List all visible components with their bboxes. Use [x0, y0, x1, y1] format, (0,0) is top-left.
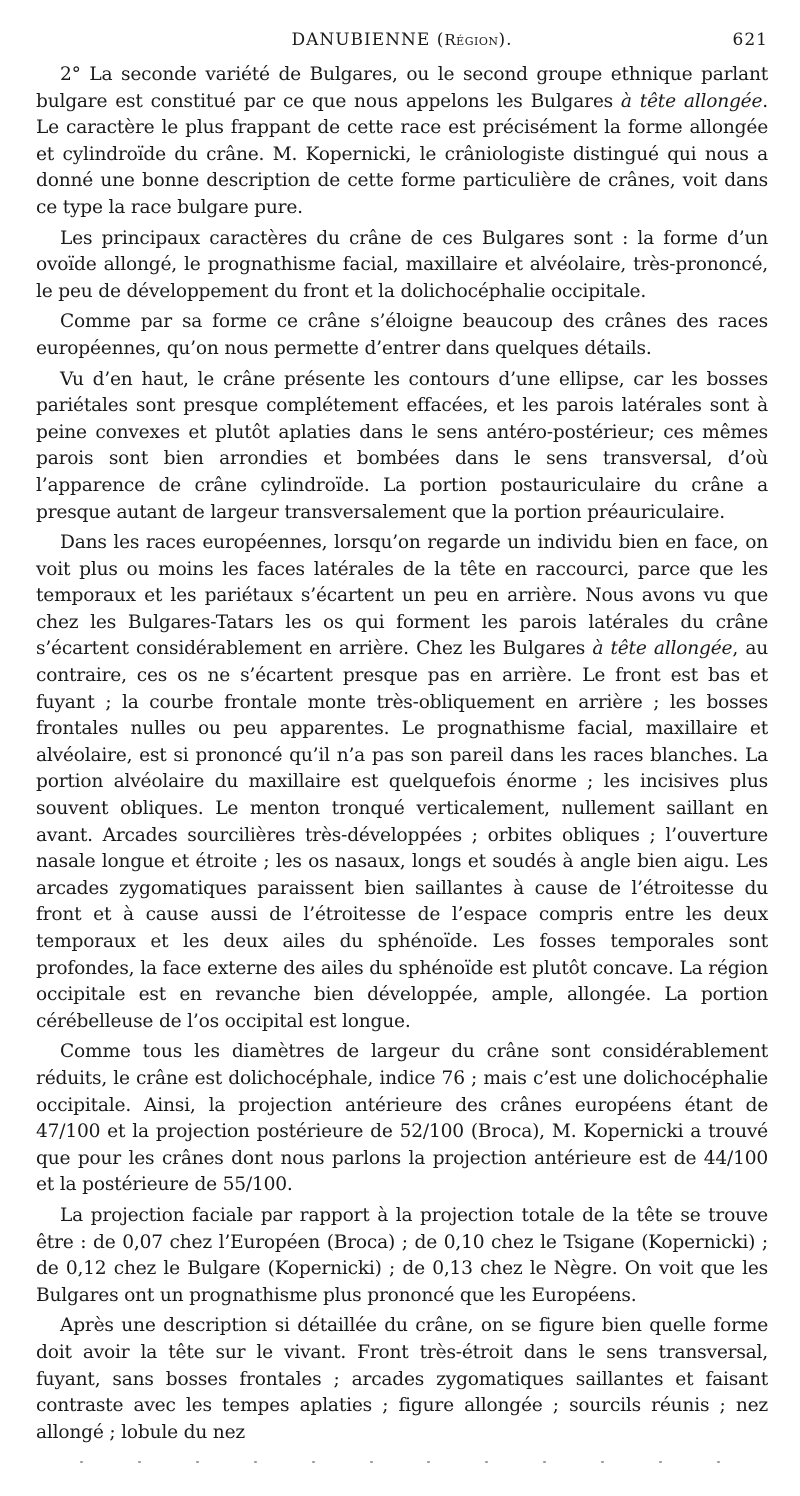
- paragraph: [36, 530, 768, 1035]
- paragraph: [36, 367, 768, 527]
- page: [36, 30, 768, 1450]
- text-run: Vu d’en haut, le crâne présente les contours d’une ellipse, car les bosses pariétales sont presque complétement effacées, et les parois latérales sont à peine convexes et plutôt aplaties dans le sens antéro-postérieur; ces mêmes parois sont bien arrondies et bombées dans le sens transversal, d’où l’apparence de crâne cylindroïde. La portion postauriculaire du crâne a presque autant de largeur transversalement que la portion préauriculaire.: [36, 368, 768, 523]
- paragraph: [36, 1313, 768, 1446]
- text-run: Les principaux caractères du crâne de ces Bulgares sont : la forme d’un ovoïde allongé, le prognathisme facial, maxillaire et alvéolaire, très-prononcé, le peu de développement du front et la dolichocéphalie occipitale.: [36, 227, 768, 302]
- paragraph: [36, 1039, 768, 1199]
- text-run: . Le caractère le plus frappant de cette race est précisément la forme allongée et cylindroïde du crâne. M. Kopernicki, le crâniologiste distingué qui nous a donné une bonne description de cette forme particulière de crânes, voit dans ce type la race bulgare pure.: [36, 90, 768, 218]
- text-run: Comme tous les diamètres de largeur du crâne sont considérablement réduits, le crâne est dolichocéphale, indice 76 ; mais c’est une dolichocéphalie occipitale. Ainsi, la projection antérieure des crânes européens étant de 47/100 et la projection postérieure de 52/100 (Broca), M. Kopernicki a trouvé que pour les crânes dont nous parlons la projection antérieure est de 44/100 et la postérieure de 55/100.: [36, 1041, 768, 1196]
- italic-phrase: à tête allongée: [592, 638, 733, 660]
- header-title-small: Région: [444, 31, 499, 49]
- text-run: Comme par sa forme ce crâne s’éloigne beaucoup des crânes des races européennes, qu’on nous permette d’entrer dans quelques détails.: [36, 311, 768, 359]
- paragraph: [36, 1203, 768, 1309]
- header-title: [36, 30, 768, 50]
- bottom-scan-marks: [80, 1458, 720, 1466]
- text-run: Dans les races européennes, lorsqu’on regarde un individu bien en face, on voit plus ou moins les faces latérales de la tête en raccourci, parce que les temporaux et les pariétaux s’écartent un peu en arrière. Nous avons vu que chez les Bulgares-Tatars les os qui forment les parois latérales du crâne s’écartent considérablement en arrière. Chez les Bulgares: [36, 532, 768, 660]
- text-run: Après une description si détaillée du crâne, on se figure bien quelle forme doit avoir la tête sur le vivant. Front très-étroit dans le sens transversal, fuyant, sans bosses frontales ; arcades zygomatiques saillantes et faisant contraste avec les tempes aplaties ; figure allongée ; sourcils réunis ; nez allongé ; lobule du nez: [36, 1315, 768, 1443]
- running-header: [36, 30, 768, 56]
- paragraph: [36, 226, 768, 306]
- header-title-main: DANUBIENNE (: [291, 30, 445, 50]
- italic-phrase: à tête allongée: [620, 90, 763, 112]
- text-run: La projection faciale par rapport à la projection totale de la tête se trouve être : de 0,07 chez l’Européen (Broca) ; de 0,10 chez le Tsigane (Kopernicki) ; de 0,12 chez le Bulgare (Kopernicki) ; de 0,13 chez le Nègre. On voit que les Bulgares ont un prognathisme plus prononcé que les Européens.: [36, 1204, 768, 1306]
- paragraph: [36, 62, 768, 222]
- body-text: [36, 62, 768, 1446]
- text-run: , au contraire, ces os ne s’écartent presque pas en arrière. Le front est bas et fuyant ; la courbe frontale monte très-obliquement en arrière ; les bosses frontales nulles ou peu apparentes. Le prognathisme facial, maxillaire et alvéolaire, est si prononcé qu’il n’a pas son pareil dans les races blanches. La portion alvéolaire du maxillaire est quelquefois énorme ; les incisives plus souvent obliques. Le menton tronqué verticalement, nullement saillant en avant. Arcades sourcilières très-développées ; orbites obliques ; l’ouverture nasale longue et étroite ; les os nasaux, longs et soudés à angle bien aigu. Les arcades zygomatiques paraissent bien saillantes à cause de l’étroitesse du front et à cause aussi de l’étroitesse de l’espace compris entre les deux temporaux et les deux ailes du sphénoïde. Les fosses temporales sont profondes, la face externe des ailes du sphénoïde est plutôt concave. La région occipitale est en revanche bien développée, ample, allongée. La portion cérébelleuse de l’os occipital est longue.: [36, 638, 768, 1032]
- page-number: 621: [732, 30, 768, 50]
- header-title-end: ).: [498, 30, 513, 50]
- text-run: 2° La seconde variété de Bulgares, ou le second groupe ethnique parlant bulgare est constitué par ce que nous appelons les Bulgares: [36, 64, 768, 112]
- paragraph: [36, 309, 768, 362]
